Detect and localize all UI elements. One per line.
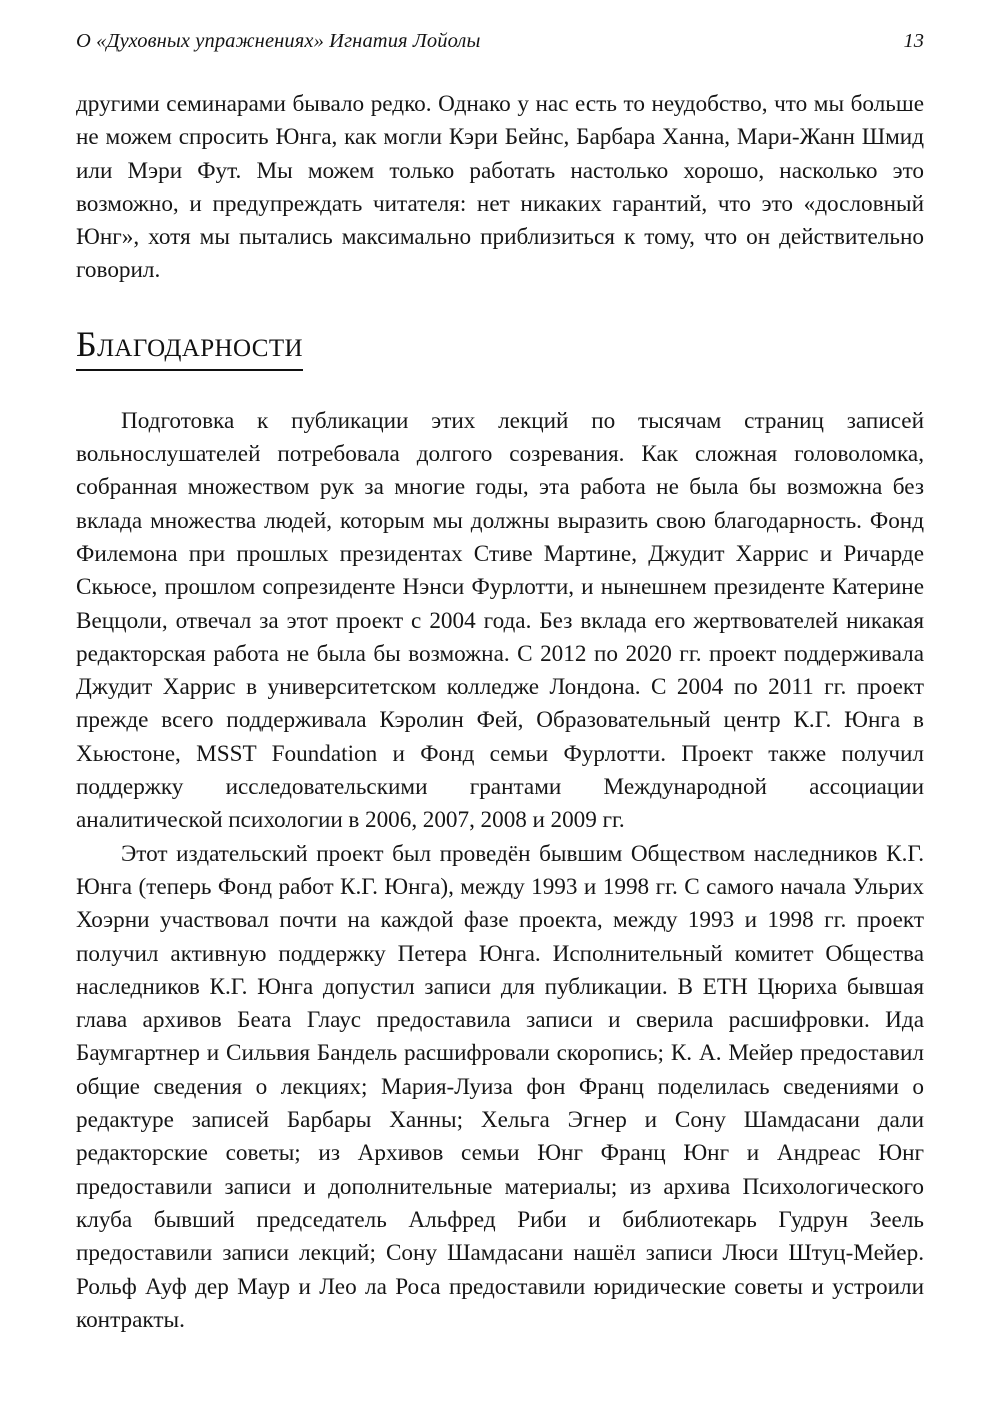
text-block — [76, 88, 924, 1337]
paragraph-acknowledgements-1: Подготовка к публикации этих лекций по тысячам страниц записей вольнослушателей потребовала долгого созревания. Как сложная головоломка, собранная множеством рук за многие годы, эта работа не была бы возможна без вклада множества людей, которым мы должны выразить свою благодарность. Фонд Филемона при прошлых президентах Стиве Мартине, Джудит Харрис и Ричарде Скьюсе, прошлом сопрезиденте Нэнси Фурлотти, и нынешнем президенте Катерине Веццоли, отвечал за этот проект с 2004 года. Без вклада его жертвователей никакая редакторская работа не была бы возможна. С 2012 по 2020 гг. проект поддерживала Джудит Харрис в университетском колледже Лондона. С 2004 по 2011 гг. проект прежде всего поддерживала Кэролин Фей, Образовательный центр К.Г. Юнга в Хьюстоне, MSST Foundation и Фонд семьи Фурлотти. Проект также получил поддержку исследовательскими грантами Международной ассоциации аналитической психологии в 2006, 2007, 2008 и 2009 гг. — [76, 407, 924, 834]
paragraph-acknowledgements-2: Этот издательский проект был проведён бывшим Обществом наследников К.Г. Юнга (теперь Фонд работ К.Г. Юнга), между 1993 и 1998 гг. С самого начала Ульрих Хоэрни участвовал почти на каждой фазе проекта, между 1993 и 1998 гг. проект получил активную поддержку Петера Юнга. Исполнительный комитет Общества наследников К.Г. Юнга допустил записи для публикации. В ETH Цюриха бывшая глава архивов Беата Глаус предоставила записи и сверила расшифровки. Ида Баумгартнер и Сильвия Бандель расшифровали скоропись; К. А. Мейер предоставил общие сведения о лекциях; Мария-Луиза фон Франц поделилась сведениями о редактуре записей Барбары Ханны; Хельга Эгнер и Сону Шамдасани дали редакторские советы; из Архивов семьи Юнг Франц Юнг и Андреас Юнг предоставили записи и дополнительные материалы; из архива Психологического клуба бывший председатель Альфред Риби и библиотекарь Гудрун Зеель предоставили записи лекций; Сону Шамдасани нашёл записи Люси Штуц-Мейер. Рольф Ауф дер Маур и Лео ла Роса предоставили юридические советы и устроили контракты. — [76, 840, 924, 1333]
page-number: 13 — [903, 30, 924, 52]
section-heading-wrap — [76, 323, 924, 371]
running-head — [76, 30, 924, 60]
running-head-title: О «Духовных упражнениях» Игнатия Лойолы — [76, 30, 481, 52]
section-heading-acknowledgements: Благодарности — [76, 326, 303, 371]
paragraph-continued: другими семинарами бывало редко. Однако у нас есть то неудобство, что мы больше не можем спросить Юнга, как могли Кэри Бейнс, Барбара Ханна, Мари-Жанн Шмид или Мэри Фут. Мы можем только работать настолько хорошо, насколько это возможно, и предупреждать читателя: нет никаких гарантий, что это «дословный Юнг», хотя мы пытались максимально приблизиться к тому, что он действительно говорил. — [76, 91, 924, 284]
